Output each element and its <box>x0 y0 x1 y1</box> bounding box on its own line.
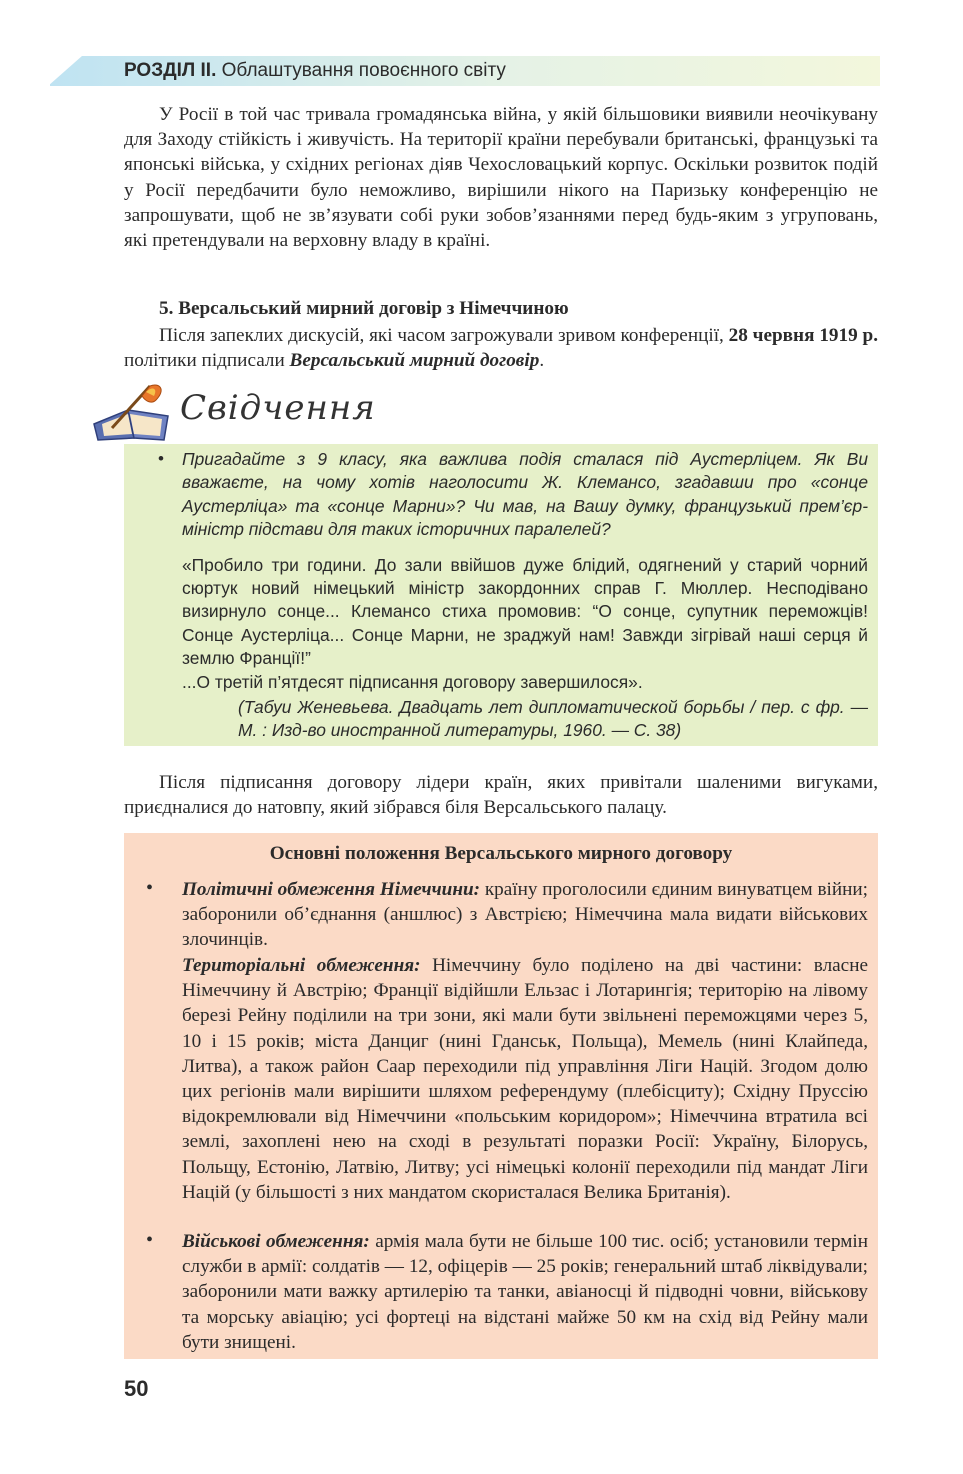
territorial-label: Територіальні обмеження: <box>182 955 421 976</box>
territorial-restrictions <box>182 953 868 1205</box>
bullet-marker: • <box>158 449 164 468</box>
section5-text-start: Після запеклих дискусій, які часом загрожували зривом конференції, <box>159 325 729 346</box>
territorial-text: Німеччину було поділено на дві частини: власне Німеччину й Австрію; Франції відійшли Ельзас і Лотарингія; територію на лівому березі Рейну поділили на три зони, які мали бути звільнені переможцями через 5, 10 і 15 років; міста Данциг (нині Гданськ, Польща), Мемель (нині Клайпеда, Литва), а також район Саар переходили під управління Ліги Націй. Згодом долю цих регіонів мали вирішити шляхом референдуму (плебісциту); Східну Пруссію відокремлювали від Німеччини «польським коридором»; Німеччина втратила всі землі, захоплені нею на сході в результаті поразки Росії: Україну, Білорусь, Польщу, Естонію, Латвію, Литву; усі німецькі колонії переходили під мандат Ліги Націй (у більшості з них мандатом скористалася Велика Британія). <box>182 955 868 1203</box>
quote-body: «Пробило три години. До зали ввійшов дуже блідий, одягнений у старий чорний сюртук новий німецький міністр закордонних справ Г. Мюллер. Несподівано визирнуло сонце... Клемансо стиха промовив: “О сонце, супутник переможців! Сонце Аустерліца... Сонце Марни, не зраджуй нам! Завжди зігрівай наші серця й землю Франції!” <box>182 554 868 669</box>
provisions-title: Основні положення Версальського мирного договору <box>269 843 733 864</box>
military-label: Військові обмеження: <box>182 1231 370 1252</box>
political-restrictions <box>182 877 868 953</box>
political-label: Політичні обмеження Німеччини: <box>182 879 481 900</box>
book-quill-icon <box>90 380 176 442</box>
section5-text-mid: політики підписали <box>124 350 290 372</box>
page-number: 50 <box>124 1376 149 1401</box>
treaty-provisions-box <box>124 833 878 1359</box>
treaty-name: Версальський мирний договір <box>289 350 540 372</box>
military-restrictions <box>182 1229 868 1355</box>
section5-paragraph <box>124 323 878 373</box>
evidence-box <box>124 444 878 746</box>
evidence-title: Свідчення <box>180 388 376 428</box>
signing-date: 28 червня 1919 р. <box>728 325 878 346</box>
running-header <box>124 60 506 82</box>
section5-text-end: . <box>539 350 545 372</box>
quote-ending: ...О третій п’ятдесят підписання договору завершилося». <box>182 671 643 692</box>
header-notch <box>48 56 82 86</box>
bullet-marker: • <box>146 1229 154 1251</box>
section-label: РОЗДІЛ ІІ. <box>124 60 217 81</box>
quote-source: (Табуи Женевьева. Двадцать лет дипломатической борьбы / пер. с фр. — М. : Изд-во иностранной литературы, 1960. — С. 38) <box>238 697 868 741</box>
military-text: армія мала бути не більше 100 тис. осіб; установили термін служби в армії: солдатів — 12, офіцерів — 25 років; генеральний штаб ліквідували; заборонили мати важку артилерію та танки, авіаносці й підводні човни, військову та морську авіацію; усі фортеці на відстані майже 50 км на схід від Рейну мали бути знищені. <box>182 1231 868 1353</box>
section-title: Облаштування повоєнного світу <box>221 60 506 81</box>
after-signing-paragraph: Після підписання договору лідери країн, яких привітали шаленими вигуками, приєдналися до натовпу, який зібрався біля Версальського палацу. <box>124 772 878 819</box>
political-text: країну проголосили єдиним винуватцем війни; заборонили об’єднання (аншлюс) з Австрією; Німеччина мала видати військових злочинців. <box>182 879 868 951</box>
bullet-marker: • <box>146 877 154 899</box>
evidence-quote <box>182 554 868 694</box>
evidence-question: Пригадайте з 9 класу, яка важлива подія сталася під Аустерліцем. Як Ви вважаєте, на чому хотів наголосити Ж. Клемансо, згадавши про «сонце Аустерліца» та «сонце Марни»? Чи мав, на Вашу думку, французький прем’єр-міністр підстави для таких історичних паралелей? <box>182 449 868 540</box>
section-heading: 5. Версальський мирний договір з Німеччиною <box>159 298 569 319</box>
intro-paragraph: У Росії в той час тривала громадянська війна, у якій більшовики виявили неочікувану для Заходу стійкість і живучість. На території країни перебували британські, французькі та японські війська, у східних регіонах діяв Чехословацький корпус. Оскільки розвиток подій у Росії передбачити було неможливо, вирішили нікого на Паризьку конференцію не запрошувати, щоб не зв’язувати собі руки зобов’язаннями перед будь-яким з угруповань, які претендували на верховну владу в країні. <box>124 104 878 252</box>
